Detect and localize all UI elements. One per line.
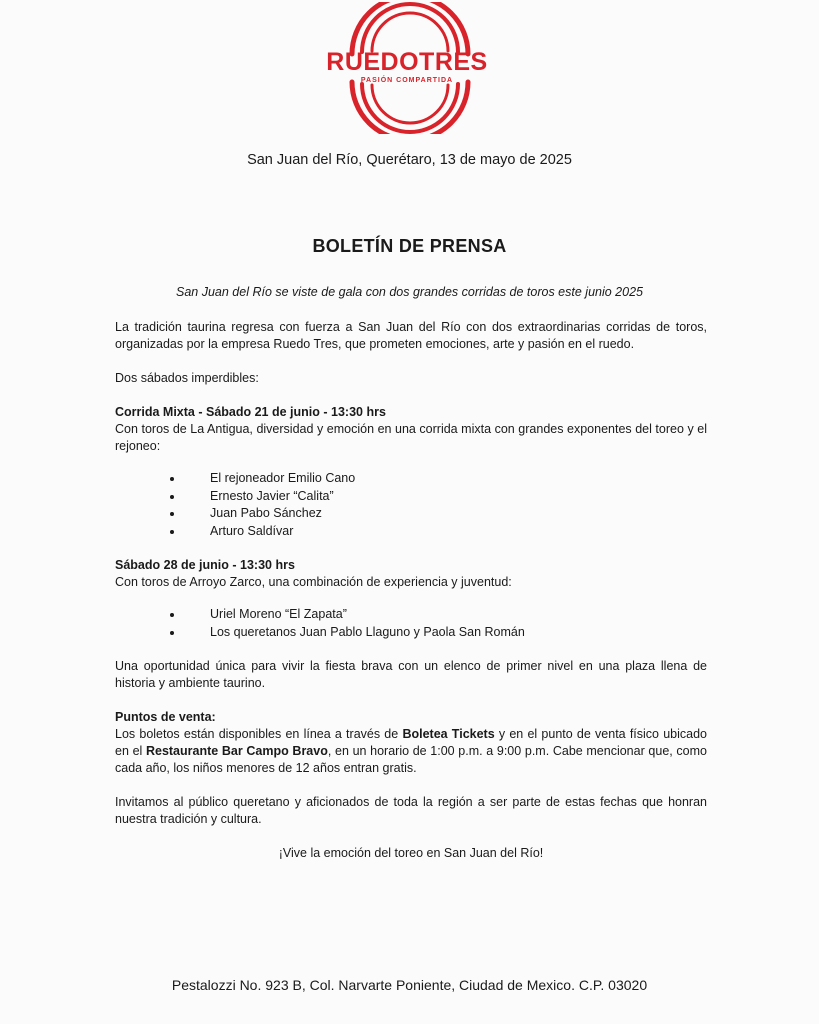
- invitation-paragraph: Invitamos al público queretano y aficionados de toda la región a ser parte de estas fechas que honran nuestra tradición y cultura.: [115, 795, 707, 826]
- ruedotres-logo: [0, 0, 819, 140]
- footer-address: Pestalozzi No. 923 B, Col. Narvarte Poniente, Ciudad de Mexico. C.P. 03020: [171, 977, 648, 993]
- event2-heading: Sábado 28 de junio - 13:30 hrs: [115, 558, 295, 572]
- event2-participants: [115, 606, 707, 641]
- bullet-icon: [170, 512, 174, 516]
- list-item: Arturo Saldívar: [115, 523, 707, 541]
- list-item: El rejoneador Emilio Cano: [115, 470, 707, 488]
- event1-heading: Corrida Mixta - Sábado 21 de junio - 13:30 hrs: [115, 405, 386, 419]
- bullet-icon: [170, 613, 174, 617]
- sales-paragraph: Los boletos están disponibles en línea a través de Boletea Tickets y en el punto de venta físico ubicado en el Restaurante Bar Campo Bravo, en un horario de 1:00 p.m. a 9:00 p.m. Cabe mencionar que, como cada año, los niños menores de 12 años entran gratis.: [115, 727, 708, 775]
- sales-heading: Puntos de venta:: [115, 710, 216, 724]
- brand-name: RUEDOTRES: [326, 48, 488, 76]
- bullet-icon: [170, 530, 174, 534]
- venue-name: Restaurante Bar Campo Bravo: [145, 744, 328, 758]
- lead-text: Dos sábados imperdibles:: [115, 371, 259, 385]
- brand-tagline: PASIÓN COMPARTIDA: [360, 77, 454, 84]
- event1-participants: [115, 470, 707, 540]
- closing-line: ¡Vive la emoción del toreo en San Juan del Río!: [278, 846, 544, 860]
- list-item: Los queretanos Juan Pablo Llaguno y Paola San Román: [115, 624, 707, 642]
- page-title: BOLETÍN DE PRENSA: [312, 236, 507, 256]
- event1-description: Con toros de La Antigua, diversidad y emoción en una corrida mixta con grandes exponentes del toreo y el rejoneo:: [115, 422, 707, 453]
- list-item: Juan Pabo Sánchez: [115, 505, 707, 523]
- event2-description: Con toros de Arroyo Zarco, una combinación de experiencia y juventud:: [115, 575, 512, 589]
- subtitle: San Juan del Río se viste de gala con dos grandes corridas de toros este junio 2025: [176, 285, 643, 299]
- dateline: San Juan del Río, Querétaro, 13 de mayo de 2025: [247, 152, 572, 168]
- bullet-icon: [170, 477, 174, 481]
- opportunity-paragraph: Una oportunidad única para vivir la fiesta brava con un elenco de primer nivel en una plaza llena de historia y ambiente taurino.: [115, 659, 707, 690]
- intro-paragraph: La tradición taurina regresa con fuerza a San Juan del Río con dos extraordinarias corridas de toros, organizadas por la empresa Ruedo Tres, que prometen emociones, arte y pasión en el ruedo.: [115, 320, 707, 351]
- bullet-icon: [170, 631, 174, 635]
- list-item: Uriel Moreno “El Zapata”: [115, 606, 707, 624]
- bulletin-body: [115, 319, 707, 862]
- ticket-vendor: Boletea Tickets: [402, 727, 495, 741]
- list-item: Ernesto Javier “Calita”: [115, 488, 707, 506]
- bullet-icon: [170, 495, 174, 499]
